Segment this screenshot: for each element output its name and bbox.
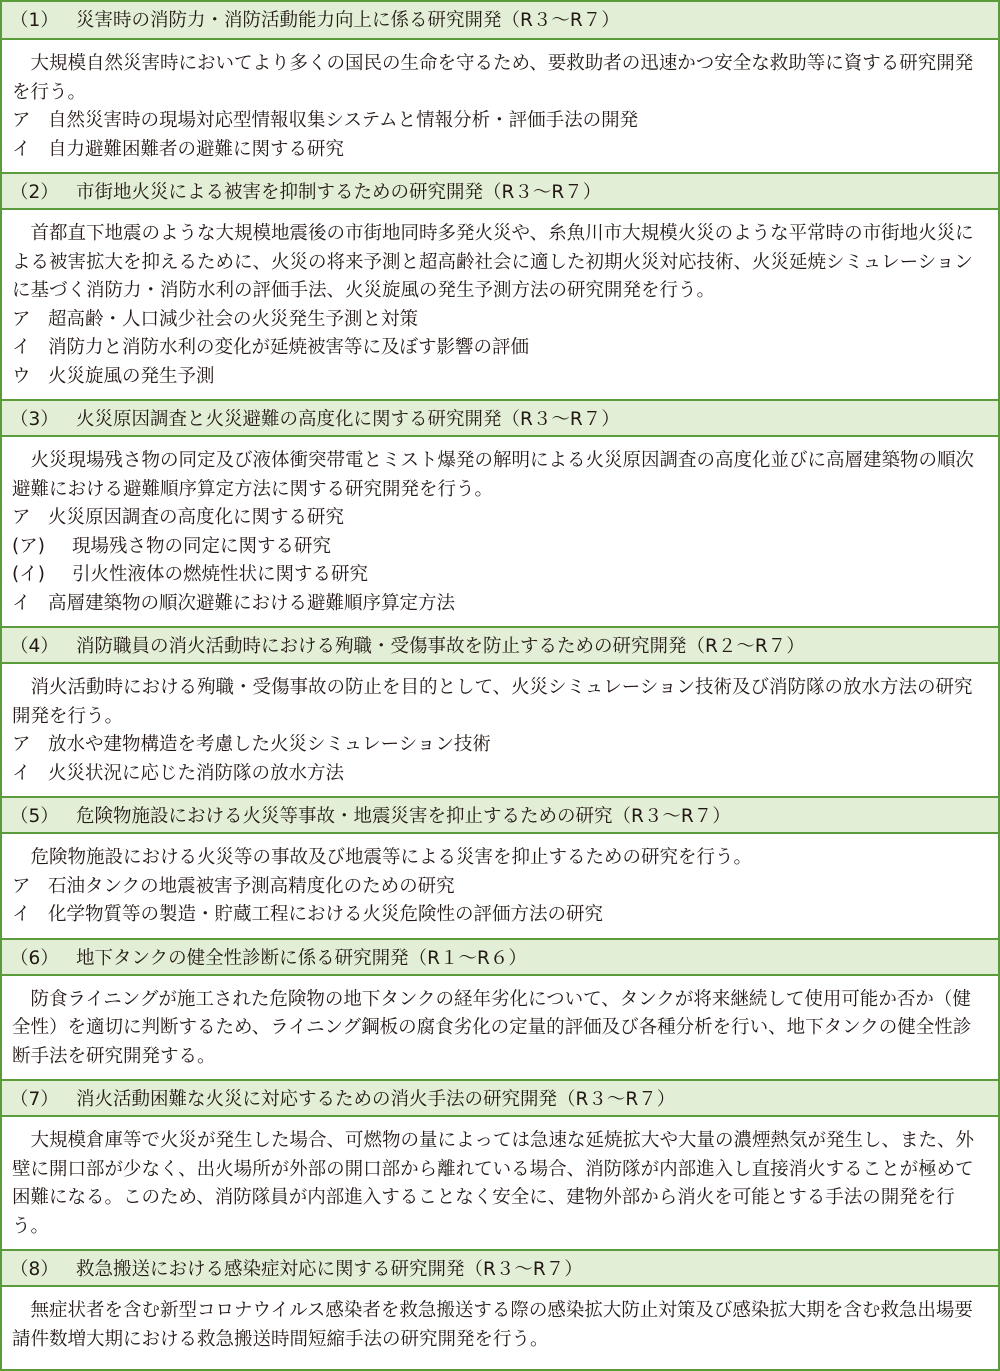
- list-item-marker: (イ): [12, 564, 45, 585]
- section-title: 消火活動困難な火災に対応するための消火手法の研究開発（R３～R７）: [76, 1089, 676, 1110]
- section-header: [2, 399, 998, 437]
- section-description: 消火活動時における殉職・受傷事故の防止を目的として、火災シミュレーション技術及び消防隊の放水方法の研究開発を行う。: [12, 677, 973, 727]
- section-body: [2, 1117, 998, 1249]
- list-item-text: 石油タンクの地震被害予測高精度化のための研究: [48, 875, 455, 897]
- section-title: 危険物施設における火災等事故・地震災害を抑止するための研究（R３～R７）: [76, 806, 731, 827]
- section-number: （7）: [10, 1089, 59, 1110]
- section-body: [2, 40, 998, 172]
- list-item-text: 超高齢・人口減少社会の火災発生予測と対策: [48, 308, 419, 330]
- section-title: 市街地火災による被害を抑制するための研究開発（R３～R７）: [76, 182, 602, 203]
- section-title: 救急搬送における感染症対応に関する研究開発（R３～R７）: [76, 1259, 583, 1280]
- list-item-marker: ア: [12, 875, 31, 897]
- list-item-marker: ア: [12, 734, 31, 755]
- list-item-text: 現場残さ物の同定に関する研究: [72, 535, 332, 557]
- list-item-text: 化学物質等の製造・貯蔵工程における火災危険性の評価方法の研究: [48, 904, 604, 925]
- research-section: [2, 2, 998, 172]
- section-header: [2, 796, 998, 834]
- list-item-marker: イ: [12, 592, 31, 614]
- section-description: 大規模自然災害時においてより多くの国民の生命を守るため、要救助者の迅速かつ安全な救助等に資する研究開発を行う。: [12, 53, 974, 103]
- section-description: 火災現場残さ物の同定及び液体衝突帯電とミスト爆発の解明による火災原因調査の高度化並びに高層建築物の順次避難における避難順序算定方法に関する研究開発を行う。: [12, 450, 975, 500]
- list-item: [12, 873, 988, 902]
- list-item-marker: イ: [12, 904, 31, 925]
- section-header: [2, 172, 998, 210]
- research-section: [2, 1079, 998, 1249]
- section-number: （4）: [10, 636, 59, 657]
- list-item-marker: イ: [12, 762, 31, 784]
- research-section: [2, 172, 998, 399]
- section-header: [2, 1079, 998, 1117]
- research-section: [2, 626, 998, 796]
- list-item: [12, 590, 988, 619]
- list-item-marker: イ: [12, 337, 31, 358]
- sub-list-item: [12, 533, 988, 562]
- list-item-marker: ア: [12, 110, 31, 131]
- section-body: [2, 210, 998, 399]
- research-section: [2, 1249, 998, 1362]
- list-item: [12, 334, 988, 363]
- list-item: [12, 306, 988, 335]
- section-header: [2, 626, 998, 664]
- list-item-text: 放水や建物構造を考慮した火災シミュレーション技術: [48, 734, 491, 755]
- list-item-text: 火災原因調査の高度化に関する研究: [48, 507, 345, 528]
- section-number: （3）: [10, 409, 59, 430]
- list-item-text: 自力避難困難者の避難に関する研究: [48, 138, 345, 160]
- list-item-marker: イ: [12, 138, 31, 160]
- list-item-text: 引火性液体の燃焼性状に関する研究: [72, 564, 369, 585]
- list-item-text: 自然災害時の現場対応型情報収集システムと情報分析・評価手法の開発: [48, 110, 639, 131]
- section-body: [2, 437, 998, 626]
- section-number: （8）: [10, 1259, 59, 1280]
- list-item-marker: ウ: [12, 365, 31, 387]
- list-item-text: 消防力と消防水利の変化が延焼被害等に及ぼす影響の評価: [48, 337, 530, 358]
- section-description: 大規模倉庫等で火災が発生した場合、可燃物の量によっては急速な延焼拡大や大量の濃煙熱気が発生し、また、外壁に開口部が少なく、出火場所が外部の開口部から離れている場合、消防隊が内部進入し直接消火することが極めて困難になる。このため、消防隊員が内部進入することなく安全に、建物外部から消火を可能とする手法の開発を行う。: [12, 1130, 975, 1237]
- research-section: [2, 796, 998, 938]
- section-number: （1）: [10, 10, 59, 31]
- list-item: [12, 136, 988, 165]
- section-header: [2, 938, 998, 976]
- list-item-text: 火災状況に応じた消防隊の放水方法: [48, 762, 345, 784]
- section-description: 防食ライニングが施工された危険物の地下タンクの経年劣化について、タンクが将来継続して使用可能か否か（健全性）を適切に判断するため、ライニング鋼板の腐食劣化の定量的評価及び各種分析を行い、地下タンクの健全性診断手法を研究開発する。: [12, 988, 972, 1067]
- section-title: 災害時の消防力・消防活動能力向上に係る研究開発（R３～R７）: [76, 10, 620, 31]
- list-item: [12, 107, 988, 136]
- section-number: （5）: [10, 806, 59, 827]
- section-header: [2, 2, 998, 40]
- section-title: 火災原因調査と火災避難の高度化に関する研究開発（R３～R７）: [76, 409, 620, 430]
- list-item: [12, 901, 988, 930]
- section-description: 危険物施設における火災等の事故及び地震等による災害を抑止するための研究を行う。: [30, 847, 753, 868]
- list-item: [12, 363, 988, 392]
- research-section: [2, 938, 998, 1080]
- section-header: [2, 1249, 998, 1287]
- section-description: 無症状者を含む新型コロナウイルス感染者を救急搬送する際の感染拡大防止対策及び感染拡大期を含む救急出場要請件数増大期における救急搬送時間短縮手法の研究開発を行う。: [12, 1300, 973, 1350]
- list-item: [12, 731, 988, 760]
- section-body: [2, 834, 998, 938]
- section-body: [2, 664, 998, 796]
- section-body: [2, 1287, 998, 1362]
- sub-list-item: [12, 561, 988, 590]
- list-item: [12, 760, 988, 789]
- section-description: 首都直下地震のような大規模地震後の市街地同時多発火災や、糸魚川市大規模火災のような平常時の市街地火災による被害拡大を抑えるために、火災の将来予測と超高齢社会に適した初期火災対応技術、火災延焼シミュレーションに基づく消防力・消防水利の評価手法、火災旋風の発生予測方法の研究開発を行う。: [12, 223, 974, 301]
- list-item-text: 火災旋風の発生予測: [48, 365, 215, 387]
- list-item-marker: (ア): [12, 535, 45, 557]
- section-number: （2）: [10, 182, 59, 203]
- list-item-marker: ア: [12, 507, 31, 528]
- section-title: 地下タンクの健全性診断に係る研究開発（R１～R６）: [76, 947, 527, 969]
- list-item-text: 高層建築物の順次避難における避難順序算定方法: [48, 592, 456, 614]
- section-title: 消防職員の消火活動時における殉職・受傷事故を防止するための研究開発（R２～R７）: [76, 636, 805, 657]
- section-body: [2, 976, 998, 1080]
- list-item: [12, 504, 988, 533]
- section-number: （6）: [10, 947, 59, 969]
- list-item-marker: ア: [12, 308, 31, 330]
- research-section: [2, 399, 998, 626]
